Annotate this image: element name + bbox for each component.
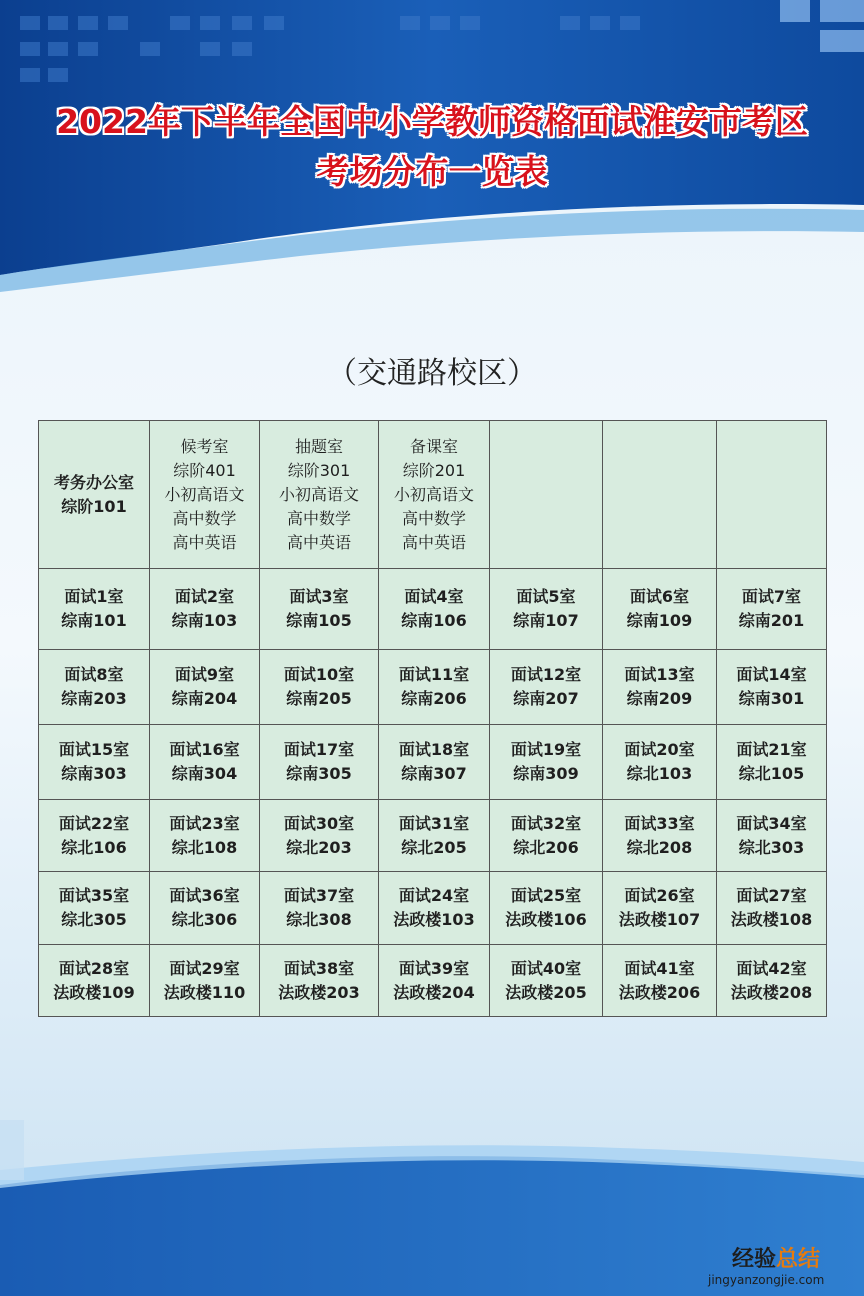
room-cell xyxy=(39,800,150,872)
room-cell xyxy=(39,872,150,945)
cell-line: 抽题室 xyxy=(294,436,343,456)
room-name: 面试40室 xyxy=(510,958,582,978)
room-location: 综北308 xyxy=(286,910,352,929)
room-location: 综南206 xyxy=(401,689,467,708)
room-cell xyxy=(150,650,260,725)
room-name: 面试15室 xyxy=(58,740,130,759)
room-cell xyxy=(379,569,490,650)
room-cell xyxy=(603,800,717,872)
page-title-line2: 考场分布一览表 xyxy=(316,152,548,191)
room-name: 面试36室 xyxy=(169,886,240,905)
room-location: 综南303 xyxy=(61,764,127,783)
room-name: 面试17室 xyxy=(283,740,355,759)
room-name: 面试14室 xyxy=(736,665,807,684)
room-location: 综南201 xyxy=(738,611,805,630)
watermark-brand-a: 经验 xyxy=(732,1247,777,1272)
room-cell xyxy=(379,872,490,945)
room-cell xyxy=(150,800,260,872)
room-location: 综北306 xyxy=(171,910,238,929)
room-cell xyxy=(379,800,490,872)
cell-line: 考务办公室 xyxy=(53,472,134,492)
room-name: 面试38室 xyxy=(283,958,355,978)
room-location: 综南304 xyxy=(171,764,238,783)
table-row xyxy=(39,569,827,650)
cell-line: 小初高语文 xyxy=(278,484,359,504)
room-location: 综北206 xyxy=(513,837,579,857)
room-name: 面试34室 xyxy=(736,813,807,833)
cell-line: 小初高语文 xyxy=(164,484,245,504)
room-cell xyxy=(379,725,490,800)
room-name: 面试6室 xyxy=(629,587,690,606)
table-row xyxy=(39,650,827,725)
room-cell xyxy=(717,725,827,800)
room-cell xyxy=(717,945,827,1017)
room-location: 综南103 xyxy=(171,611,238,630)
room-cell xyxy=(39,650,150,725)
cell-line: 高中数学 xyxy=(286,508,351,528)
cell-line: 综阶301 xyxy=(287,460,351,480)
room-location: 综北303 xyxy=(738,837,805,857)
room-location: 综北305 xyxy=(61,910,127,929)
room-location: 综南209 xyxy=(626,689,693,708)
room-name: 面试3室 xyxy=(289,587,349,606)
room-name: 面试10室 xyxy=(283,665,355,684)
room-cell xyxy=(490,945,603,1017)
room-cell xyxy=(717,872,827,945)
room-cell xyxy=(603,872,717,945)
table-row xyxy=(39,872,827,945)
room-location: 法政楼203 xyxy=(278,982,360,1002)
room-name: 面试19室 xyxy=(510,740,582,759)
room-name: 面试1室 xyxy=(64,587,124,606)
room-name: 面试16室 xyxy=(169,740,240,759)
room-location: 综南107 xyxy=(513,611,579,630)
room-location: 法政楼205 xyxy=(505,982,587,1002)
empty-cell xyxy=(603,421,717,569)
room-location: 法政楼206 xyxy=(618,982,701,1002)
room-location: 综南109 xyxy=(626,611,693,630)
room-cell xyxy=(379,945,490,1017)
room-location: 综南309 xyxy=(513,764,579,783)
room-location: 综南203 xyxy=(61,689,127,708)
room-name: 面试42室 xyxy=(736,958,807,978)
cell-line: 候考室 xyxy=(180,436,229,456)
table-cell xyxy=(260,421,379,569)
room-cell xyxy=(603,569,717,650)
room-location: 法政楼106 xyxy=(505,910,587,929)
room-name: 面试28室 xyxy=(58,958,130,978)
table-row xyxy=(39,725,827,800)
room-location: 法政楼103 xyxy=(393,910,475,929)
room-cell xyxy=(603,725,717,800)
room-location: 法政楼110 xyxy=(163,982,246,1002)
room-location: 综南204 xyxy=(171,689,238,708)
room-name: 面试35室 xyxy=(58,886,130,905)
room-cell xyxy=(260,872,379,945)
room-location: 综北203 xyxy=(286,837,352,857)
room-location: 综南305 xyxy=(286,764,352,783)
table-row xyxy=(39,800,827,872)
room-cell xyxy=(260,569,379,650)
empty-cell xyxy=(490,421,603,569)
room-name: 面试29室 xyxy=(169,958,240,978)
room-cell xyxy=(150,872,260,945)
room-cell xyxy=(150,945,260,1017)
room-cell xyxy=(39,945,150,1017)
room-cell xyxy=(260,650,379,725)
room-cell xyxy=(490,650,603,725)
room-name: 面试30室 xyxy=(283,813,355,833)
room-name: 面试24室 xyxy=(398,886,470,905)
room-name: 面试25室 xyxy=(510,886,582,905)
table-cell xyxy=(379,421,490,569)
room-cell xyxy=(150,725,260,800)
room-cell xyxy=(717,650,827,725)
room-cell xyxy=(39,725,150,800)
room-name: 面试31室 xyxy=(398,813,470,833)
room-name: 面试20室 xyxy=(624,740,695,759)
room-cell xyxy=(490,800,603,872)
room-cell xyxy=(717,569,827,650)
cell-line: 高中数学 xyxy=(401,508,466,528)
room-cell xyxy=(260,725,379,800)
empty-cell xyxy=(717,421,827,569)
room-location: 综南101 xyxy=(61,611,127,630)
cell-line: 小初高语文 xyxy=(393,484,474,504)
room-location: 综南301 xyxy=(738,689,805,708)
room-location: 综北106 xyxy=(61,837,127,857)
room-name: 面试12室 xyxy=(510,665,582,684)
room-name: 面试9室 xyxy=(174,665,235,684)
room-name: 面试7室 xyxy=(741,587,802,606)
room-name: 面试27室 xyxy=(736,886,807,905)
room-location: 法政楼204 xyxy=(393,982,475,1002)
room-cell xyxy=(260,945,379,1017)
watermark-logo xyxy=(732,1242,820,1273)
room-location: 综南106 xyxy=(401,611,467,630)
room-cell xyxy=(603,945,717,1017)
room-location: 综南105 xyxy=(286,611,352,630)
table-row xyxy=(39,945,827,1017)
room-name: 面试22室 xyxy=(58,813,130,833)
room-location: 综南205 xyxy=(286,689,352,708)
room-location: 综南207 xyxy=(513,689,579,708)
cell-line: 综阶401 xyxy=(173,460,236,480)
room-name: 面试5室 xyxy=(516,587,576,606)
cell-line: 综阶201 xyxy=(402,460,466,480)
cell-line: 高中数学 xyxy=(172,508,237,528)
room-name: 面试8室 xyxy=(64,665,124,684)
room-location: 法政楼107 xyxy=(618,910,701,929)
room-name: 面试37室 xyxy=(283,886,355,905)
room-name: 面试11室 xyxy=(398,665,470,684)
table-cell xyxy=(39,421,150,569)
room-name: 面试26室 xyxy=(624,886,695,905)
room-location: 综北105 xyxy=(738,764,805,783)
room-location: 综北103 xyxy=(626,764,693,783)
room-cell xyxy=(490,569,603,650)
room-cell xyxy=(260,800,379,872)
room-name: 面试21室 xyxy=(736,740,807,759)
room-location: 综北108 xyxy=(171,837,238,857)
room-cell xyxy=(490,725,603,800)
room-cell xyxy=(717,800,827,872)
campus-subtitle: （交通路校区） xyxy=(327,356,537,391)
room-location: 综南307 xyxy=(401,764,467,783)
cell-line: 备课室 xyxy=(409,436,458,456)
room-name: 面试18室 xyxy=(398,740,470,759)
room-cell xyxy=(150,569,260,650)
room-location: 综北208 xyxy=(626,837,693,857)
room-location: 综北205 xyxy=(401,837,467,857)
cell-line: 高中英语 xyxy=(286,532,351,552)
room-name: 面试41室 xyxy=(624,958,695,978)
cell-line: 高中英语 xyxy=(401,532,466,552)
table-header-row xyxy=(39,421,827,569)
room-name: 面试32室 xyxy=(510,813,582,833)
room-name: 面试33室 xyxy=(624,813,695,833)
room-cell xyxy=(490,872,603,945)
table-cell xyxy=(150,421,260,569)
room-location: 法政楼108 xyxy=(730,910,813,929)
page-title-line1: 2022年下半年全国中小学教师资格面试淮安市考区 xyxy=(56,102,808,141)
room-name: 面试39室 xyxy=(398,958,470,978)
room-location: 法政楼208 xyxy=(730,982,813,1002)
watermark-brand-b: 总结 xyxy=(776,1247,821,1272)
room-name: 面试2室 xyxy=(174,587,235,606)
room-name: 面试23室 xyxy=(169,813,240,833)
room-cell xyxy=(39,569,150,650)
cell-line: 高中英语 xyxy=(172,532,237,552)
cell-line: 综阶101 xyxy=(61,496,127,516)
room-location: 法政楼109 xyxy=(53,982,135,1002)
watermark-url: jingyanzongjie.com xyxy=(708,1273,825,1287)
room-name: 面试13室 xyxy=(624,665,695,684)
room-distribution-table xyxy=(38,420,827,1017)
room-name: 面试4室 xyxy=(404,587,464,606)
room-cell xyxy=(379,650,490,725)
room-cell xyxy=(603,650,717,725)
